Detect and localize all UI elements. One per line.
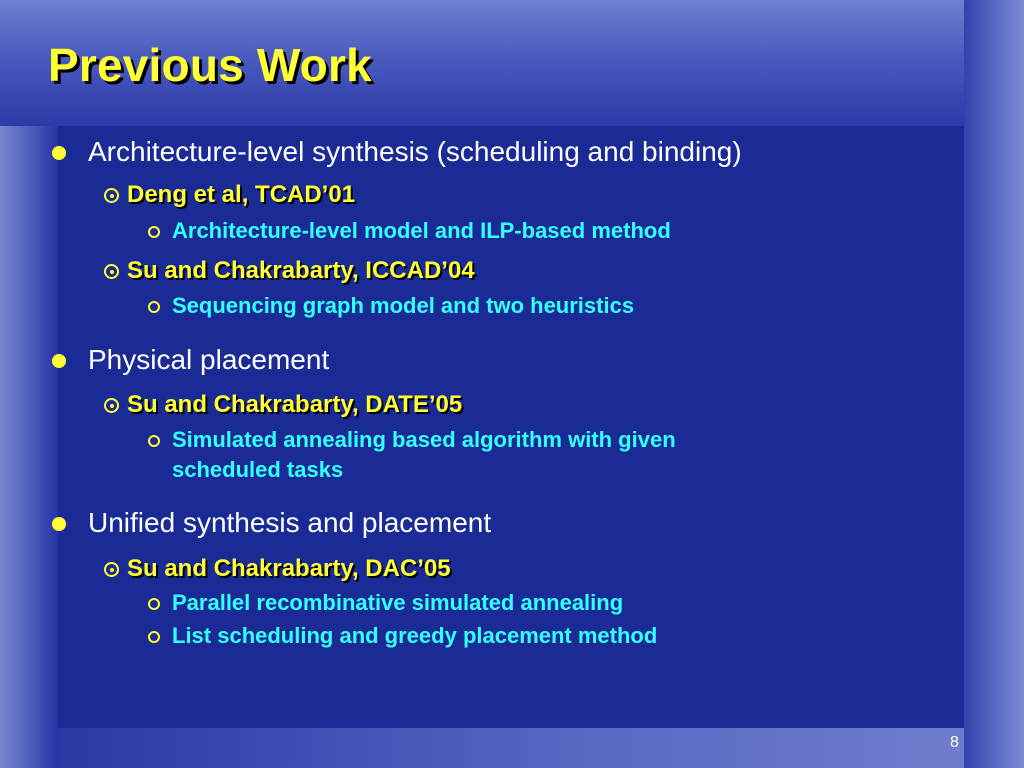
section-heading: Architecture-level synthesis (scheduling and binding)	[88, 136, 742, 167]
bullet-ring-icon	[148, 301, 160, 313]
section-heading: Unified synthesis and placement	[88, 507, 492, 538]
bullet-dot-icon	[52, 146, 66, 160]
bullet-ring-icon	[148, 435, 160, 447]
page-number: 8	[950, 734, 959, 751]
citation-detail: Parallel recombinative simulated annealing	[172, 590, 624, 615]
bullet-dot-icon	[52, 354, 66, 368]
bullet-ring-icon	[148, 226, 160, 238]
citation-detail-continued: scheduled tasks	[172, 457, 344, 482]
bullet-ring-icon	[148, 598, 160, 610]
bullet-target-icon	[104, 188, 119, 203]
section-heading: Physical placement	[88, 344, 330, 375]
bullet-ring-icon	[148, 631, 160, 643]
citation-detail: List scheduling and greedy placement method	[172, 623, 658, 648]
bullet-target-icon	[104, 264, 119, 279]
slide-title: Previous Work	[48, 39, 372, 91]
citation-detail: Architecture-level model and ILP-based method	[172, 218, 671, 243]
citation: Su and Chakrabarty, DAC’05	[127, 555, 451, 582]
bullet-dot-icon	[52, 517, 66, 531]
citation: Su and Chakrabarty, DATE’05	[127, 391, 463, 418]
citation-detail: Simulated annealing based algorithm with given	[172, 427, 676, 452]
citation: Deng et al, TCAD’01	[127, 181, 356, 208]
citation: Su and Chakrabarty, ICCAD’04	[127, 257, 475, 284]
citation-detail: Sequencing graph model and two heuristics	[172, 293, 635, 318]
bullet-target-icon	[104, 398, 119, 413]
bullet-target-icon	[104, 562, 119, 577]
